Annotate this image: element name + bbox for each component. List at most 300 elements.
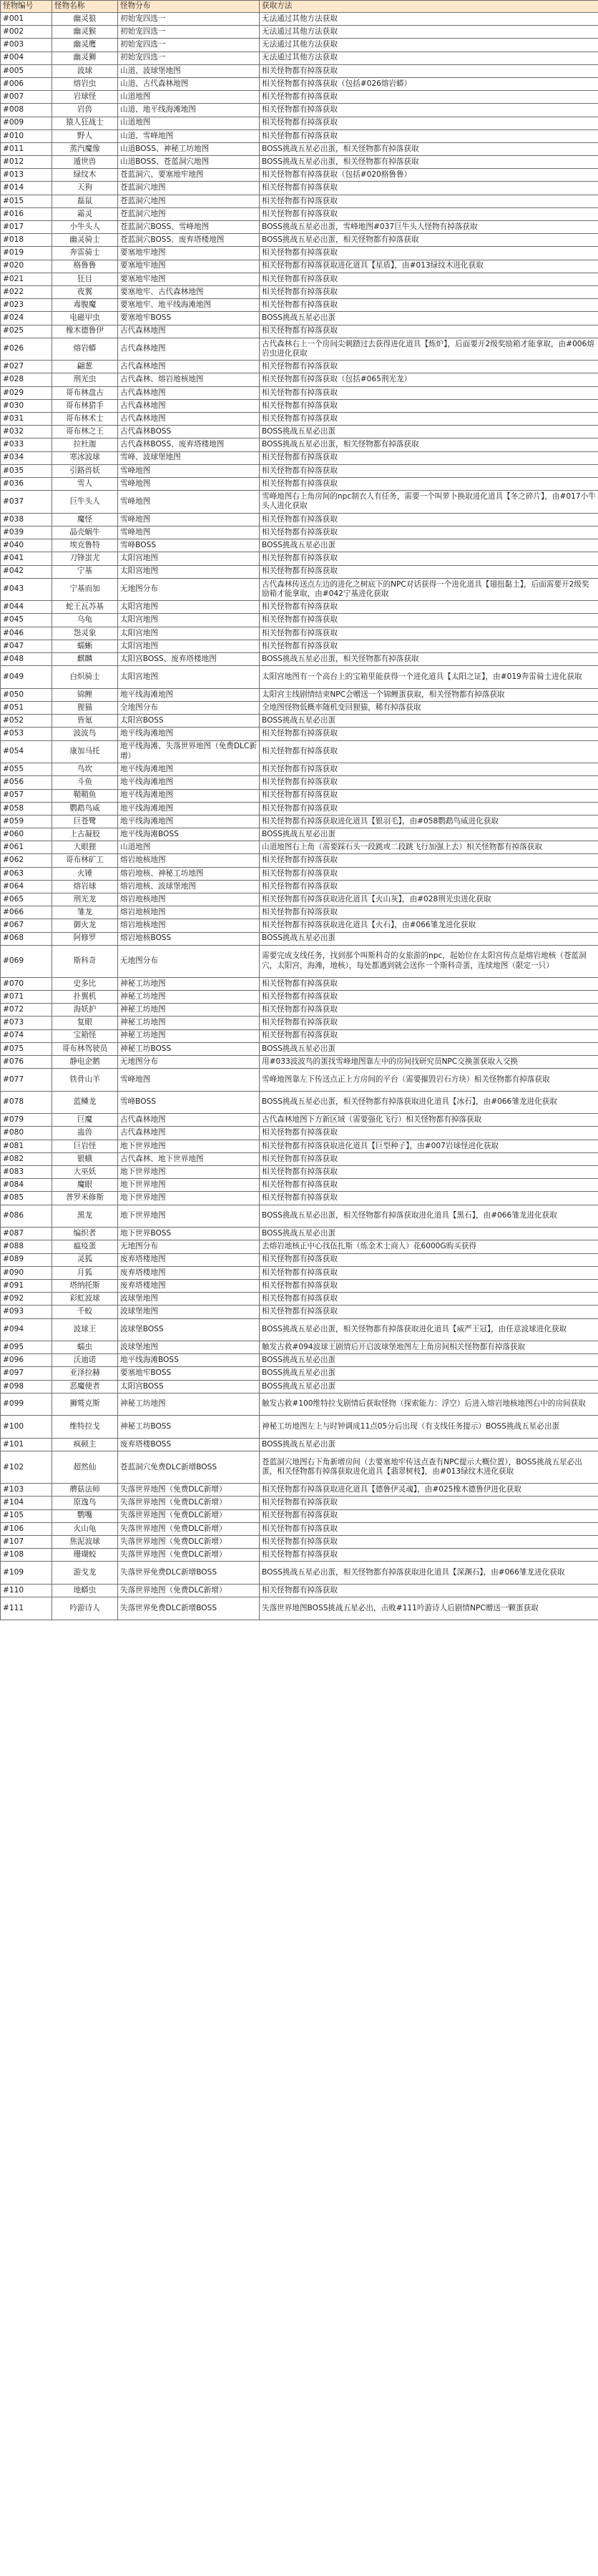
monster-name-cell: 荆光龙: [52, 893, 118, 906]
acquire-method-cell: 相关怪物都有掉落获取: [260, 763, 598, 776]
table-row: [1, 1522, 598, 1535]
monster-id-cell: #057: [1, 789, 52, 802]
table-row: [1, 413, 598, 426]
monster-id-cell: #023: [1, 299, 52, 312]
monster-distribution-cell: 熔岩地核、神秘工坊地图: [118, 867, 260, 880]
monster-name-cell: 蒸汽魔像: [52, 142, 118, 155]
acquire-method-cell: BOSS挑战五星必出蛋: [260, 539, 598, 552]
table-row: [1, 945, 598, 977]
monster-name-cell: 夜翼: [52, 285, 118, 298]
table-row: [1, 207, 598, 220]
monster-distribution-cell: 神秘工坊BOSS: [118, 1042, 260, 1055]
monster-distribution-cell: 古代森林地图: [118, 1114, 260, 1127]
monster-name-cell: 绿纹木: [52, 169, 118, 182]
monster-name-cell: 雏龙: [52, 906, 118, 919]
table-row: [1, 464, 598, 477]
monster-distribution-cell: 地下世界地图: [118, 1166, 260, 1179]
acquire-method-cell: 相关怪物都有掉落获取: [260, 1293, 598, 1306]
monster-name-cell: 蠕虫: [52, 1341, 118, 1354]
monster-distribution-cell: 古代森林、地下世界地图: [118, 1152, 260, 1165]
monster-id-cell: #014: [1, 182, 52, 195]
acquire-method-cell: BOSS挑战五星必出蛋: [260, 312, 598, 325]
acquire-method-cell: 相关怪物都有掉落获取: [260, 64, 598, 77]
monster-name-cell: 拉杜迦: [52, 439, 118, 451]
acquire-method-cell: 相关怪物都有掉落获取: [260, 513, 598, 526]
monster-distribution-cell: 古代森林BOSS: [118, 426, 260, 439]
monster-id-cell: #018: [1, 234, 52, 247]
acquire-method-cell: BOSS挑战五星必出蛋，相关怪物都有掉落获取: [260, 653, 598, 666]
monster-name-cell: 复眼: [52, 1017, 118, 1029]
monster-name-cell: 巨岩怪: [52, 1140, 118, 1152]
acquire-method-cell: 相关怪物都有掉落获取: [260, 1279, 598, 1292]
monster-name-cell: 岩球怪: [52, 91, 118, 104]
monster-id-cell: #044: [1, 601, 52, 614]
table-row: [1, 740, 598, 763]
monster-name-cell: 波球: [52, 64, 118, 77]
acquire-method-cell: 相关怪物都有掉落获取: [260, 299, 598, 312]
table-row: [1, 1279, 598, 1292]
monster-name-cell: 霜灵: [52, 207, 118, 220]
monster-distribution-cell: 太阳宫地图: [118, 640, 260, 652]
acquire-method-cell: 触发古救#100维特拉戈剧情后获取怪物（探索能力：浮空）后进入熔岩地核地图右中的房间获取: [260, 1393, 598, 1416]
table-row: [1, 1584, 598, 1597]
monster-distribution-cell: 神秘工坊地图: [118, 1393, 260, 1416]
table-body: [1, 13, 598, 1620]
table-row: [1, 1042, 598, 1055]
monster-distribution-cell: 古代森林地图: [118, 361, 260, 373]
monster-distribution-cell: 地下世界地图: [118, 1179, 260, 1192]
monster-name-cell: 哥布林盘古: [52, 386, 118, 399]
table-row: [1, 1306, 598, 1318]
monster-id-cell: #079: [1, 1114, 52, 1127]
monster-distribution-cell: 雪峰地图: [118, 1069, 260, 1092]
monster-id-cell: #047: [1, 640, 52, 652]
monster-distribution-cell: 要塞地牢、地平线海滩地图: [118, 299, 260, 312]
acquire-method-cell: 相关怪物都有掉落获取: [260, 740, 598, 763]
monster-id-cell: #066: [1, 906, 52, 919]
header-monster-name: 怪物名称: [52, 1, 118, 13]
monster-id-cell: #038: [1, 513, 52, 526]
monster-id-cell: #084: [1, 1179, 52, 1192]
table-row: [1, 156, 598, 169]
acquire-method-cell: 需要完成支线任务，找到那个叫斯科奇的女旅游的npc，起始位在太阳宫传点是熔岩地核（苍蓝洞穴，太阳宫，海滩，地核），每处都遇到就会送你一个斯科奇蛋，连续地图（限定一只）: [260, 945, 598, 977]
monster-id-cell: #102: [1, 1451, 52, 1484]
monster-id-cell: #078: [1, 1091, 52, 1114]
table-row: [1, 451, 598, 464]
monster-distribution-cell: 太阳宫地图: [118, 614, 260, 627]
monster-id-cell: #073: [1, 1017, 52, 1029]
table-row: [1, 977, 598, 990]
acquire-method-cell: 相关怪物都有掉落获取: [260, 1253, 598, 1266]
monster-id-cell: #010: [1, 129, 52, 142]
monster-distribution-cell: 雪峰地图: [118, 477, 260, 490]
monster-id-cell: #021: [1, 273, 52, 285]
monster-id-cell: #029: [1, 386, 52, 399]
table-row: [1, 285, 598, 298]
monster-id-cell: #022: [1, 285, 52, 298]
monster-id-cell: #002: [1, 26, 52, 39]
table-row: [1, 1354, 598, 1367]
table-row: [1, 169, 598, 182]
monster-id-cell: #092: [1, 1293, 52, 1306]
table-row: [1, 1192, 598, 1205]
monster-id-cell: #111: [1, 1597, 52, 1620]
monster-distribution-cell: 苍蓝洞穴地图: [118, 195, 260, 207]
monster-id-cell: #082: [1, 1152, 52, 1165]
acquire-method-cell: BOSS挑战五星必出蛋: [260, 1042, 598, 1055]
monster-distribution-cell: 山道、波球堡地图: [118, 64, 260, 77]
monster-distribution-cell: 地下世界地图: [118, 1140, 260, 1152]
monster-name-cell: 月狐: [52, 1266, 118, 1279]
acquire-method-cell: 相关怪物都有掉落获取: [260, 990, 598, 1003]
monster-id-cell: #004: [1, 52, 52, 64]
monster-name-cell: 蠕蜥: [52, 640, 118, 652]
monster-name-cell: 哥布林矿工: [52, 854, 118, 867]
monster-name-cell: 编织者: [52, 1228, 118, 1240]
monster-name-cell: 哥布林猎手: [52, 399, 118, 412]
table-row: [1, 1293, 598, 1306]
table-row: [1, 789, 598, 802]
monster-id-cell: #105: [1, 1509, 52, 1522]
acquire-method-cell: 相关怪物都有掉落获取: [260, 728, 598, 740]
monster-distribution-cell: 熔岩地核地图: [118, 919, 260, 932]
monster-name-cell: 吟游诗人: [52, 1597, 118, 1620]
monster-name-cell: 熔岩球: [52, 880, 118, 893]
acquire-method-cell: 相关怪物都有掉落获取: [260, 1584, 598, 1597]
acquire-method-cell: 雪峰地图右上角房间的npc制衣人有任务，需要一个叫萝卜换取进化道具【冬之碎片】，由#017小牛头人进化获取: [260, 491, 598, 514]
monster-name-cell: 银蛾: [52, 1152, 118, 1165]
monster-distribution-cell: 无地图分布: [118, 578, 260, 601]
table-row: [1, 338, 598, 361]
table-row: [1, 91, 598, 104]
acquire-method-cell: 相关怪物都有掉落获取: [260, 451, 598, 464]
acquire-method-cell: 相关怪物都有掉落获取进化道具【火山灰】，由#028荆光虫进化获取: [260, 893, 598, 906]
monster-distribution-cell: 古代森林BOSS、废弃塔楼地图: [118, 439, 260, 451]
acquire-method-cell: 相关怪物都有掉落获取: [260, 1266, 598, 1279]
table-row: [1, 260, 598, 273]
monster-distribution-cell: 失落世界地图（免费DLC新增）: [118, 1535, 260, 1548]
monster-id-cell: #031: [1, 413, 52, 426]
table-row: [1, 64, 598, 77]
table-row: [1, 1393, 598, 1416]
acquire-method-cell: 相关怪物都有掉落获取进化道具【德鲁伊灵魂】，由#025橡木德鲁伊进化获取: [260, 1484, 598, 1497]
monster-distribution-cell: 苍蓝洞穴BOSS、雪峰地图: [118, 221, 260, 234]
monster-distribution-cell: 古代森林地图: [118, 399, 260, 412]
monster-id-cell: #098: [1, 1380, 52, 1393]
table-row: [1, 702, 598, 715]
monster-name-cell: 宝箱怪: [52, 1029, 118, 1042]
monster-name-cell: 铁骨山羊: [52, 1069, 118, 1092]
monster-distribution-cell: 地平线海滩BOSS: [118, 828, 260, 841]
monster-distribution-cell: 古代森林地图: [118, 338, 260, 361]
monster-distribution-cell: 要塞地牢、古代森林地图: [118, 285, 260, 298]
monster-distribution-cell: 太阳宫地图: [118, 666, 260, 689]
monster-name-cell: 静电企鹅: [52, 1055, 118, 1068]
monster-name-cell: 奔雷骑士: [52, 247, 118, 260]
acquire-method-cell: 失落世界地图BOSS挑战五星必出，击败#111吟游诗人后剧情NPC赠送一颗蛋获取: [260, 1597, 598, 1620]
monster-id-cell: #075: [1, 1042, 52, 1055]
table-row: [1, 1114, 598, 1127]
table-row: [1, 39, 598, 52]
monster-distribution-cell: 初始宠四选一: [118, 39, 260, 52]
monster-name-cell: 哥布林驾驶员: [52, 1042, 118, 1055]
monster-id-cell: #089: [1, 1253, 52, 1266]
monster-name-cell: 游戈龙: [52, 1562, 118, 1585]
table-row: [1, 1535, 598, 1548]
monster-name-cell: 雪人: [52, 477, 118, 490]
monster-name-cell: 焦泥波球: [52, 1535, 118, 1548]
acquire-method-cell: 相关怪物都有掉落获取: [260, 565, 598, 578]
table-row: [1, 539, 598, 552]
acquire-method-cell: 相关怪物都有掉落获取: [260, 601, 598, 614]
monster-id-cell: #027: [1, 361, 52, 373]
monster-name-cell: 彩虹波球: [52, 1293, 118, 1306]
monster-distribution-cell: 雪峰、波球堡地图: [118, 451, 260, 464]
table-row: [1, 399, 598, 412]
monster-id-cell: #032: [1, 426, 52, 439]
monster-distribution-cell: 苍蓝洞穴免费DLC新增BOSS: [118, 1451, 260, 1484]
acquire-method-cell: 相关怪物都有掉落获取: [260, 776, 598, 789]
monster-id-cell: #024: [1, 312, 52, 325]
acquire-method-cell: 相关怪物都有掉落获取: [260, 1152, 598, 1165]
monster-id-cell: #026: [1, 338, 52, 361]
monster-distribution-cell: 太阳宫地图: [118, 552, 260, 565]
acquire-method-cell: 相关怪物都有掉落获取: [260, 399, 598, 412]
monster-id-cell: #060: [1, 828, 52, 841]
table-row: [1, 1416, 598, 1439]
acquire-method-cell: 相关怪物都有掉落获取: [260, 1127, 598, 1140]
monster-name-cell: 塔纳托斯: [52, 1279, 118, 1292]
monster-id-cell: #099: [1, 1393, 52, 1416]
monster-distribution-cell: 雪峰地图: [118, 513, 260, 526]
table-row: [1, 1228, 598, 1240]
monster-id-cell: #048: [1, 653, 52, 666]
table-row: [1, 1152, 598, 1165]
monster-name-cell: 扑翼机: [52, 990, 118, 1003]
monster-distribution-cell: 失落世界地图（免费DLC新增）: [118, 1497, 260, 1509]
acquire-method-cell: 相关怪物都有掉落获取: [260, 1549, 598, 1562]
monster-id-cell: #045: [1, 614, 52, 627]
monster-distribution-cell: 初始宠四选一: [118, 26, 260, 39]
acquire-method-cell: 太阳宫主线剧情结束NPC会赠送一个锦鲤蛋获取，相关怪物都有掉落获取: [260, 688, 598, 701]
monster-name-cell: 格鲁鲁: [52, 260, 118, 273]
table-row: [1, 312, 598, 325]
monster-distribution-cell: 神秘工坊地图: [118, 1004, 260, 1017]
monster-name-cell: 晶壳蜗牛: [52, 526, 118, 539]
monster-distribution-cell: 要塞地牢BOSS: [118, 312, 260, 325]
acquire-method-cell: 相关怪物都有掉落获取: [260, 413, 598, 426]
monster-name-cell: 野人: [52, 129, 118, 142]
acquire-method-cell: 相关怪物都有掉落获取（包括#020格鲁鲁）: [260, 169, 598, 182]
table-row: [1, 1240, 598, 1253]
monster-name-cell: 巨魔: [52, 1114, 118, 1127]
monster-id-cell: #012: [1, 156, 52, 169]
monster-id-cell: #074: [1, 1029, 52, 1042]
acquire-method-cell: 苍蓝洞穴地图右下角新增房间（去要塞地牢传送点查有NPC提示大概位置），BOSS挑战五星必出蛋，相关怪物都有掉落获取进化道具【翡翠树枝】，由#013绿纹木进化获取: [260, 1451, 598, 1484]
monster-id-cell: #106: [1, 1522, 52, 1535]
monster-id-cell: #058: [1, 802, 52, 815]
acquire-method-cell: 相关怪物都有掉落获取: [260, 361, 598, 373]
monster-id-cell: #076: [1, 1055, 52, 1068]
monster-name-cell: 珊瑚蛟: [52, 1549, 118, 1562]
table-row: [1, 893, 598, 906]
acquire-method-cell: 相关怪物都有掉落获取: [260, 627, 598, 640]
acquire-method-cell: 相关怪物都有掉落获取: [260, 1179, 598, 1192]
acquire-method-cell: 相关怪物都有掉落获取: [260, 906, 598, 919]
monster-id-cell: #052: [1, 715, 52, 728]
monster-name-cell: 海妖护: [52, 1004, 118, 1017]
monster-name-cell: 火锤: [52, 867, 118, 880]
table-header-row: [1, 1, 598, 13]
monster-id-cell: #081: [1, 1140, 52, 1152]
table-row: [1, 477, 598, 490]
monster-id-cell: #037: [1, 491, 52, 514]
acquire-method-cell: 相关怪物都有掉落获取: [260, 1017, 598, 1029]
monster-id-cell: #020: [1, 260, 52, 273]
monster-id-cell: #056: [1, 776, 52, 789]
acquire-method-cell: 相关怪物都有掉落获取进化道具【火石】，由#066雏龙进化获取: [260, 919, 598, 932]
monster-name-cell: 哥布林术士: [52, 413, 118, 426]
monster-name-cell: 维特拉戈: [52, 1416, 118, 1439]
table-row: [1, 1205, 598, 1228]
table-row: [1, 1253, 598, 1266]
table-row: [1, 932, 598, 945]
monster-distribution-cell: 波球堡地图: [118, 1341, 260, 1354]
monster-distribution-cell: 无地图分布: [118, 945, 260, 977]
table-row: [1, 526, 598, 539]
table-row: [1, 1318, 598, 1341]
table-row: [1, 117, 598, 129]
monster-name-cell: 幽灵狼: [52, 13, 118, 26]
acquire-method-cell: 相关怪物都有掉落获取: [260, 1029, 598, 1042]
monster-name-cell: 灵狐: [52, 1253, 118, 1266]
monster-id-cell: #107: [1, 1535, 52, 1548]
table-row: [1, 182, 598, 195]
table-row: [1, 1179, 598, 1192]
monster-name-cell: 波波鸟: [52, 728, 118, 740]
monster-name-cell: 宁基而加: [52, 578, 118, 601]
monster-distribution-cell: 神秘工坊地图: [118, 990, 260, 1003]
monster-name-cell: 疯顿主: [52, 1439, 118, 1451]
monster-name-cell: 鹦鹉鸟威: [52, 802, 118, 815]
monster-name-cell: 电磁甲虫: [52, 312, 118, 325]
table-row: [1, 1497, 598, 1509]
table-row: [1, 373, 598, 386]
monster-name-cell: 岩兽: [52, 104, 118, 117]
monster-name-cell: 黑龙: [52, 1205, 118, 1228]
acquire-method-cell: 山道地图右上角（需要踩石头一段跳或二段跳飞行加强上去）相关怪物都有掉落获取: [260, 841, 598, 854]
monster-name-cell: 熔岩虫: [52, 77, 118, 90]
monster-name-cell: 千蛟: [52, 1306, 118, 1318]
monster-name-cell: 瘟疫蛋: [52, 1240, 118, 1253]
acquire-method-cell: 无法通过其他方法获取: [260, 13, 598, 26]
monster-name-cell: 原逸鸟: [52, 1497, 118, 1509]
monster-distribution-cell: 太阳宫地图: [118, 601, 260, 614]
table-row: [1, 919, 598, 932]
monster-name-cell: 毒腹魔: [52, 299, 118, 312]
monster-id-cell: #009: [1, 117, 52, 129]
acquire-method-cell: 太阳宫地图有一个高台上的宝箱里能获得一个进化道具【太阳之证】，由#019奔雷骑士进化获取: [260, 666, 598, 689]
monster-distribution-cell: 要塞地牢地图: [118, 247, 260, 260]
monster-id-cell: #011: [1, 142, 52, 155]
monster-distribution-cell: 太阳宫BOSS: [118, 1380, 260, 1393]
acquire-method-cell: BOSS挑战五星必出蛋，相关怪物都有掉落获取进化道具【黑石】，由#066雏龙进化获取: [260, 1205, 598, 1228]
monster-id-cell: #030: [1, 399, 52, 412]
table-row: [1, 841, 598, 854]
monster-name-cell: 狸猫: [52, 702, 118, 715]
monster-name-cell: 阿修罗: [52, 932, 118, 945]
acquire-method-cell: BOSS挑战五星必出蛋: [260, 715, 598, 728]
monster-name-cell: 天狗: [52, 182, 118, 195]
monster-distribution-cell: 山道地图: [118, 841, 260, 854]
acquire-method-cell: 用#033波波鸟的蛋找雪峰地图靠左中的房间找研究员NPC交换蛋获取入交换: [260, 1055, 598, 1068]
header-monster-distribution: 怪物分布: [118, 1, 260, 13]
acquire-method-cell: 古代森林右上一个房间尖刺踏过去获得进化道具【炼炉】，后面要开2级奖励箱才能拿取，由#006熔岩虫进化获取: [260, 338, 598, 361]
table-row: [1, 513, 598, 526]
acquire-method-cell: BOSS挑战五星必出蛋: [260, 1439, 598, 1451]
acquire-method-cell: 相关怪物都有掉落获取: [260, 526, 598, 539]
monster-id-cell: #016: [1, 207, 52, 220]
monster-id-cell: #065: [1, 893, 52, 906]
monster-distribution-cell: 要塞地牢地图: [118, 273, 260, 285]
monster-name-cell: 波球王: [52, 1318, 118, 1341]
table-row: [1, 552, 598, 565]
monster-name-cell: 沃迪诺: [52, 1354, 118, 1367]
monster-name-cell: 史多比: [52, 977, 118, 990]
monster-distribution-cell: 雪峰地图: [118, 464, 260, 477]
monster-id-cell: #080: [1, 1127, 52, 1140]
header-acquire-method: 获取方法: [260, 1, 598, 13]
monster-id-cell: #025: [1, 325, 52, 338]
monster-id-cell: #077: [1, 1069, 52, 1092]
acquire-method-cell: 无法通过其他方法获取: [260, 39, 598, 52]
monster-name-cell: 熔岩蟒: [52, 338, 118, 361]
acquire-method-cell: 相关怪物都有掉落获取: [260, 195, 598, 207]
monster-name-cell: 引路兽妖: [52, 464, 118, 477]
monster-distribution-cell: 失落世界免费DLC新增BOSS: [118, 1597, 260, 1620]
table-row: [1, 1597, 598, 1620]
acquire-method-cell: 相关怪物都有掉落获取: [260, 789, 598, 802]
monster-distribution-cell: 山道BOSS、苍蓝洞穴地图: [118, 156, 260, 169]
monster-distribution-cell: 波球堡地图: [118, 1306, 260, 1318]
acquire-method-cell: BOSS挑战五星必出蛋: [260, 426, 598, 439]
monster-distribution-cell: 熔岩地核、波球堡地图: [118, 880, 260, 893]
monster-distribution-cell: 苍蓝洞穴地图: [118, 182, 260, 195]
acquire-method-cell: 相关怪物都有掉落获取: [260, 91, 598, 104]
monster-id-cell: #040: [1, 539, 52, 552]
table-row: [1, 578, 598, 601]
monster-id-cell: #003: [1, 39, 52, 52]
monster-distribution-cell: 地平线海滩、失落世界地图（免费DLC新增）: [118, 740, 260, 763]
table-row: [1, 1029, 598, 1042]
acquire-method-cell: 古代森林传送点左边的进化之树底下的NPC对话获得一个进化道具【翅扭黏土】，后面需要开2级奖励箱才能拿取，由#042宁基进化获取: [260, 578, 598, 601]
table-row: [1, 666, 598, 689]
table-row: [1, 990, 598, 1003]
table-row: [1, 1266, 598, 1279]
table-row: [1, 129, 598, 142]
monster-name-cell: 怨灵象: [52, 627, 118, 640]
acquire-method-cell: 相关怪物都有掉落获取: [260, 129, 598, 142]
monster-id-cell: #104: [1, 1497, 52, 1509]
monster-id-cell: #051: [1, 702, 52, 715]
acquire-method-cell: 相关怪物都有掉落获取: [260, 117, 598, 129]
monster-name-cell: 埃克鲁特: [52, 539, 118, 552]
monster-id-cell: #070: [1, 977, 52, 990]
monster-name-cell: 小牛头人: [52, 221, 118, 234]
table-row: [1, 1367, 598, 1380]
monster-name-cell: 麒麟: [52, 653, 118, 666]
monster-distribution-cell: 山道BOSS、神秘工坊地图: [118, 142, 260, 155]
